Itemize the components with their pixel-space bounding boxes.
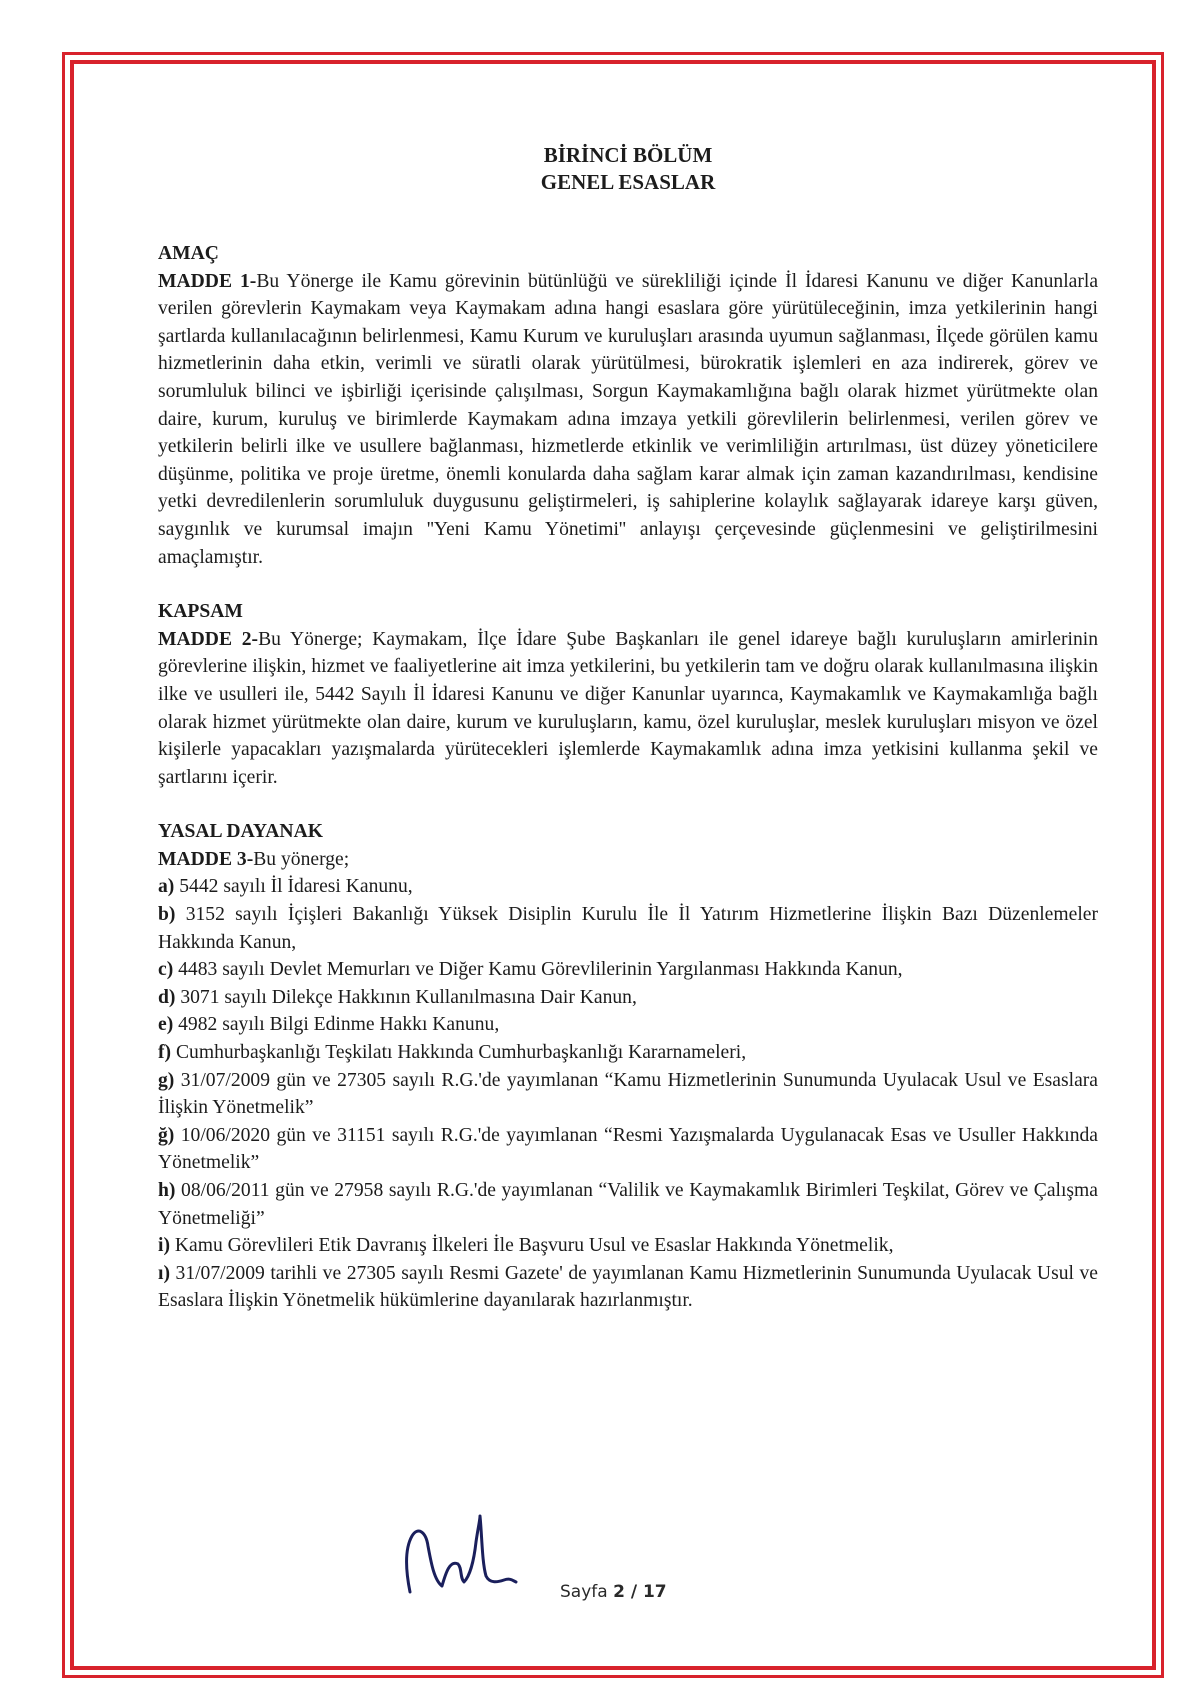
list-marker: b) (158, 904, 176, 926)
list-text: 31/07/2009 tarihli ve 27305 sayılı Resmi Gazete' de yayımlanan Kamu Hizmetlerinin Sunumunda Uyulacak Usul ve Esaslara İlişkin Yönetmelik hükümlerine dayanılarak hazırlanmıştır. (158, 1262, 1098, 1312)
list-marker: g) (158, 1069, 175, 1091)
madde-3-label: MADDE 3- (158, 848, 254, 870)
list-marker: c) (158, 959, 174, 981)
page-number (560, 1582, 667, 1602)
yasal-dayanak-title: YASAL DAYANAK (158, 821, 323, 843)
page-label: Sayfa (560, 1582, 614, 1602)
madde-1-text: Bu Yönerge ile Kamu görevinin bütünlüğü ve sürekliliği içinde İl İdaresi Kanunu ve diğer Kanunlarla verilen görevlerin Kaymakam veya Kaymakam adına hangi esaslara göre yürütüleceğinin, imza yetkilerinin hangi şartlarda kullanılacağının belirlenmesi, Kamu Kurum ve kuruluşları arasında uyumun sağlanması, İlçede görülen kamu hizmetlerinin daha etkin, verimli ve süratli olarak yürütülmesi, bürokratik işlemleri en aza indirerek, görev ve sorumluluk bilinci ve işbirliği içerisinde çalışılması, Sorgun Kaymakamlığına bağlı olarak hizmet yürütmekte olan daire, kurum, kuruluş ve birimlerde Kaymakam adına imzaya yetkili görevlilerin belirlenmesi, verilen görev ve yetkilerin belirli ilke ve usullere bağlanması, hizmetlerde etkinlik ve verimliliğin artırılması, üst düzey yöneticilere düşünme, politika ve proje üretme, önemli konularda daha sağlam karar almak için zaman kazandırılması, kendisine yetki devredilenlerin sorumluluk duygusunu geliştirmeleri, iş sahiplerine kolaylık sağlayarak idareye karşı güven, saygınlık ve kurumsal imajın ''Yeni Kamu Yönetimi'' anlayışı çerçevesinde güçlenmesini ve geliştirilmesini amaçlamıştır. (158, 270, 1099, 568)
list-text: 3071 sayılı Dilekçe Hakkının Kullanılmasına Dair Kanun, (175, 986, 637, 1008)
madde-2-text: Bu Yönerge; Kaymakam, İlçe İdare Şube Başkanları ile genel idareye bağlı kuruluşların amirlerinin görevlerine ilişkin, hizmet ve faaliyetlerine ait imza yetkilerini, bu yetkilerin tam ve doğru olarak kullanılmasına ilişkin ilke ve usulleri ile, 5442 Sayılı İl İdaresi Kanunu ve diğer Kanunlar uyarınca, Kaymakamlık ve Kaymakamlığa bağlı olarak hizmet yürütmekte olan daire, kurum ve kuruluşların, kamu, özel kuruluşlar, meslek kuruluşları misyon ve özel kişilerle yapacakları yazışmalarda yürütecekleri işlemlerde Kaymakamlık adına imza yetkisini kullanma şekil ve şartlarını içerir. (158, 628, 1098, 788)
amac-title: AMAÇ (158, 243, 219, 264)
list-text: Kamu Görevlileri Etik Davranış İlkeleri İle Başvuru Usul ve Esaslar Hakkında Yönetmelik, (169, 1235, 894, 1257)
list-item-d (158, 984, 1098, 1012)
list-marker: a) (158, 876, 175, 898)
amac-paragraph (158, 268, 1098, 572)
list-marker: e) (158, 1014, 174, 1036)
list-marker: i) (158, 1235, 170, 1257)
list-item-e (158, 1011, 1098, 1039)
list-item-dotless-i (158, 1260, 1098, 1315)
list-marker: d) (158, 986, 176, 1008)
document-body (158, 142, 1098, 1315)
kapsam-title: KAPSAM (158, 601, 243, 623)
page-current: 2 (613, 1582, 625, 1602)
list-item-gh (158, 1122, 1098, 1177)
list-text: 5442 sayılı İl İdaresi Kanunu, (174, 876, 413, 898)
list-marker: ı) (158, 1262, 170, 1284)
kapsam-paragraph (158, 626, 1098, 792)
page-total: 17 (642, 1582, 667, 1602)
list-item-h (158, 1177, 1098, 1232)
madde-2-label: MADDE 2- (158, 628, 259, 650)
page-separator: / (624, 1582, 643, 1602)
yasal-intro (158, 846, 1098, 874)
madde-3-intro: Bu yönerge; (253, 848, 350, 870)
list-text: 31/07/2009 gün ve 27305 sayılı R.G.'de yayımlanan “Kamu Hizmetlerinin Sunumunda Uyulacak Usul ve Esaslara İlişkin Yönetmelik” (158, 1069, 1098, 1119)
madde-1-label: MADDE 1- (158, 270, 257, 292)
section-heading: BİRİNCİ BÖLÜM (543, 143, 713, 167)
list-item-c (158, 956, 1098, 984)
list-text: Cumhurbaşkanlığı Teşkilatı Hakkında Cumhurbaşkanlığı Kararnameleri, (171, 1042, 747, 1064)
handwritten-signature (398, 1502, 538, 1602)
list-item-g (158, 1067, 1098, 1122)
section-subheading: GENEL ESASLAR (540, 170, 716, 194)
list-item-a (158, 873, 1098, 901)
list-marker: f) (158, 1042, 172, 1064)
list-text: 4982 sayılı Bilgi Edinme Hakkı Kanunu, (173, 1014, 500, 1036)
list-marker: h) (158, 1180, 176, 1201)
list-text: 10/06/2020 gün ve 31151 sayılı R.G.'de yayımlanan “Resmi Yazışmalarda Uygulanacak Esas ve Usuller Hakkında Yönetmelik” (158, 1124, 1098, 1174)
list-item-i (158, 1232, 1098, 1260)
list-text: 4483 sayılı Devlet Memurları ve Diğer Kamu Görevlilerinin Yargılanması Hakkında Kanun, (173, 959, 903, 981)
list-text: 08/06/2011 gün ve 27958 sayılı R.G.'de yayımlanan “Valilik ve Kaymakamlık Birimleri Teşkilat, Görev ve Çalışma Yönetmeliği” (158, 1180, 1098, 1229)
list-text: 3152 sayılı İçişleri Bakanlığı Yüksek Disiplin Kurulu İle İl Yatırım Hizmetlerine İlişkin Bazı Düzenlemeler Hakkında Kanun, (158, 904, 1098, 953)
list-item-f (158, 1039, 1098, 1067)
list-item-b (158, 901, 1098, 956)
list-marker: ğ) (158, 1124, 175, 1146)
